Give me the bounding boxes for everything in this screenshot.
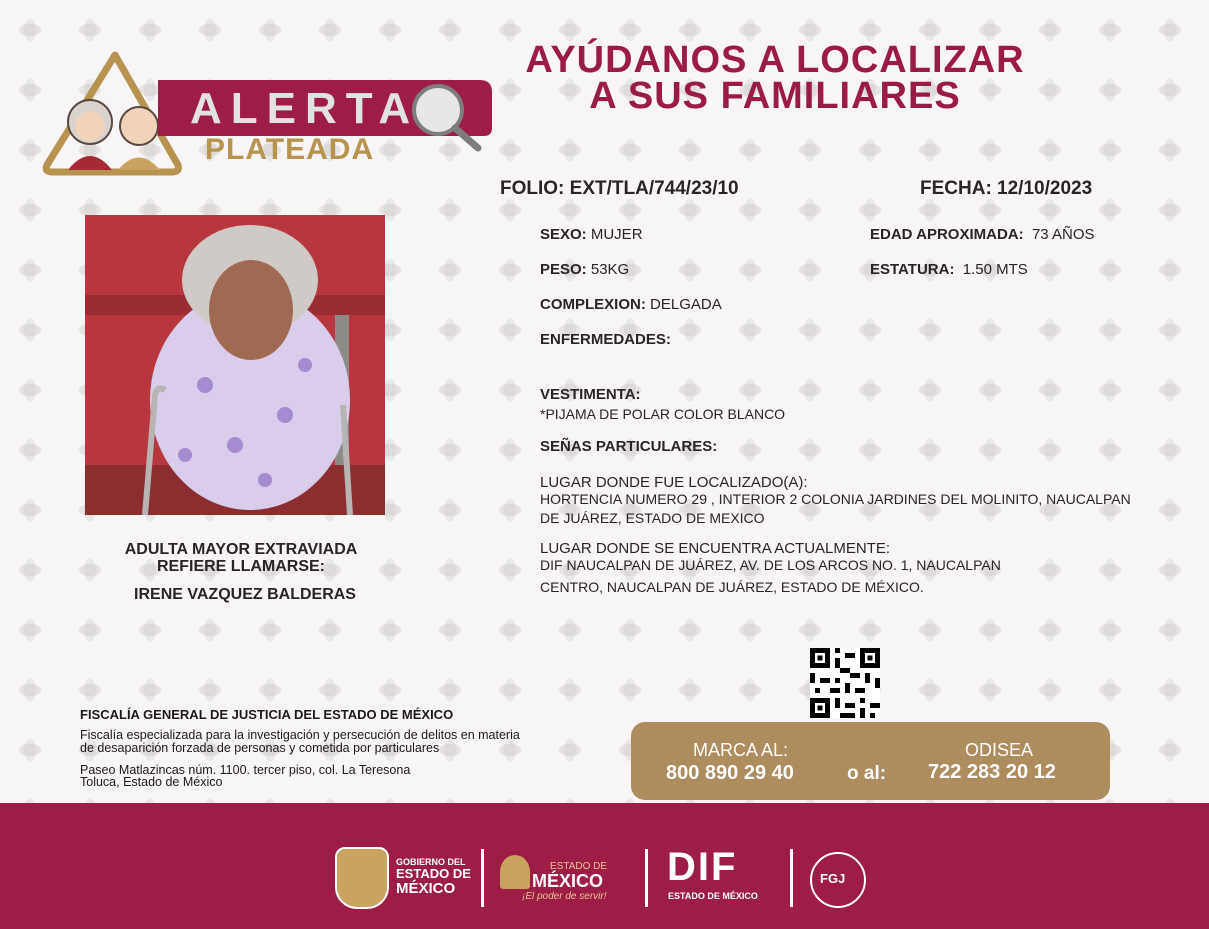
fiscalia-addr-line1: Paseo Matlazincas núm. 1100. tercer piso, col. La Teresona bbox=[80, 763, 411, 777]
caption-line1: ADULTA MAYOR EXTRAVIADA bbox=[124, 541, 358, 558]
edomex-line1: ESTADO DE bbox=[550, 861, 608, 872]
sexo-field bbox=[540, 226, 643, 243]
logo-alerta-text: ALERTA bbox=[190, 84, 420, 133]
gob-line3: MÉXICO bbox=[396, 880, 456, 897]
dif-logo: DIF bbox=[667, 845, 738, 889]
peso-field bbox=[540, 261, 629, 278]
fiscalia-desc-line2: de desaparición forzada de personas y cometida por particulares bbox=[80, 741, 440, 755]
odisea-label: ODISEA bbox=[965, 740, 1034, 760]
or-text: o al: bbox=[847, 763, 887, 784]
estado-coat-of-arms-icon bbox=[335, 847, 389, 909]
person-caption bbox=[85, 541, 397, 575]
vestimenta-value: *PIJAMA DE POLAR COLOR BLANCO bbox=[540, 406, 786, 422]
headline-line1: AYÚDANOS A LOCALIZAR bbox=[525, 39, 1025, 81]
missing-person-photo bbox=[85, 215, 385, 515]
footer-divider bbox=[790, 849, 793, 907]
enfermedades-label: ENFERMEDADES: bbox=[540, 331, 671, 348]
lugar-localizado-label: LUGAR DONDE FUE LOCALIZADO(A): bbox=[540, 474, 808, 491]
lugar-localizado-line1: HORTENCIA NUMERO 29 , INTERIOR 2 COLONIA JARDINES DEL MOLINITO, NAUCALPAN bbox=[540, 491, 1131, 507]
fecha: FECHA: 12/10/2023 bbox=[920, 178, 1093, 199]
lugar-actual-line2: CENTRO, NAUCALPAN DE JUÁREZ, ESTADO DE MÉXICO. bbox=[540, 579, 924, 595]
headline bbox=[495, 39, 1055, 117]
fiscalia-title: FISCALÍA GENERAL DE JUSTICIA DEL ESTADO DE MÉXICO bbox=[80, 707, 454, 722]
lugar-actual-line1: DIF NAUCALPAN DE JUÁREZ, AV. DE LOS ARCOS NO. 1, NAUCALPAN bbox=[540, 557, 1001, 573]
fiscalia-desc-line1: Fiscalía especializada para la investigación y persecución de delitos en materia bbox=[80, 728, 520, 742]
gob-line1: GOBIERNO DEL bbox=[396, 857, 466, 867]
gob-line2: ESTADO DE bbox=[396, 866, 471, 881]
logo-plateada-text: PLATEADA bbox=[205, 133, 375, 166]
footer-divider bbox=[645, 849, 648, 907]
marca-label: MARCA AL: bbox=[693, 740, 789, 760]
folio: FOLIO: EXT/TLA/744/23/10 bbox=[500, 178, 739, 199]
edomex-figure-icon bbox=[500, 855, 530, 889]
marca-phone[interactable]: 800 890 29 40 bbox=[666, 762, 794, 784]
peso-label: PESO: bbox=[540, 261, 587, 278]
complexion-label: COMPLEXION: bbox=[540, 296, 646, 313]
lugar-localizado-line2: DE JUÁREZ, ESTADO DE MEXICO bbox=[540, 510, 765, 526]
senas-label: SEÑAS PARTICULARES: bbox=[540, 438, 718, 455]
contact-box bbox=[631, 722, 1110, 800]
edad-value: 73 AÑOS bbox=[1031, 226, 1095, 243]
odisea-phone[interactable]: 722 283 20 12 bbox=[928, 761, 1056, 783]
lugar-actual-label: LUGAR DONDE SE ENCUENTRA ACTUALMENTE: bbox=[540, 540, 891, 557]
headline-line2: A SUS FAMILIARES bbox=[589, 75, 961, 117]
peso-value: 53KG bbox=[590, 261, 630, 278]
sexo-value: MUJER bbox=[590, 226, 643, 243]
dif-subtitle: ESTADO DE MÉXICO bbox=[668, 891, 758, 901]
estatura-label: ESTATURA: bbox=[870, 261, 955, 278]
estatura-field bbox=[870, 261, 1028, 278]
estatura-value: 1.50 MTS bbox=[962, 261, 1028, 278]
edad-label: EDAD APROXIMADA: bbox=[870, 226, 1024, 243]
edad-field bbox=[870, 226, 1095, 243]
edomex-line2: MÉXICO bbox=[532, 871, 604, 891]
complexion-field bbox=[540, 296, 722, 313]
fgj-text: FGJ bbox=[820, 871, 846, 886]
person-name: IRENE VAZQUEZ BALDERAS bbox=[134, 586, 356, 603]
vestimenta-label: VESTIMENTA: bbox=[540, 386, 641, 403]
footer-divider bbox=[481, 849, 484, 907]
edomex-slogan: ¡El poder de servir! bbox=[522, 891, 607, 902]
complexion-value: DELGADA bbox=[650, 296, 722, 313]
qr-code[interactable] bbox=[810, 648, 880, 718]
caption-line2: REFIERE LLAMARSE: bbox=[157, 558, 325, 575]
fiscalia-addr-line2: Toluca, Estado de México bbox=[80, 775, 223, 789]
footer-bar bbox=[0, 803, 1209, 929]
sexo-label: SEXO: bbox=[540, 226, 587, 243]
